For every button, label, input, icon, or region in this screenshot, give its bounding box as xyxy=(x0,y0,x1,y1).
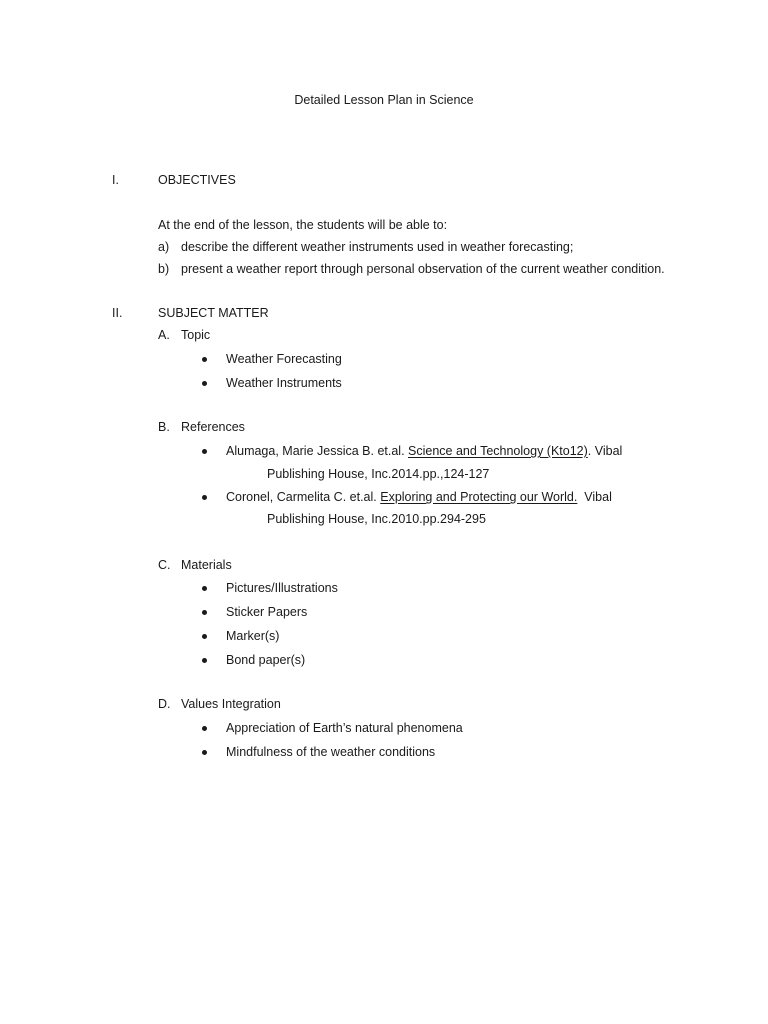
material-item: Marker(s) xyxy=(226,629,280,643)
section-numeral-objectives: I. xyxy=(112,173,119,187)
bullet-icon xyxy=(202,495,207,500)
objective-letter-b: b) xyxy=(158,262,170,276)
subsection-title-materials: Materials xyxy=(181,558,232,572)
value-item: Mindfulness of the weather conditions xyxy=(226,745,436,759)
bullet-icon xyxy=(202,750,207,755)
reference-book-title: Exploring and Protecting our World. xyxy=(380,490,578,504)
subsection-label-references: B. xyxy=(158,420,170,434)
reference-line-2: Publishing House, Inc.2014.pp.,124-127 xyxy=(267,467,490,481)
reference-line xyxy=(226,443,622,459)
bullet-icon xyxy=(202,658,207,663)
section-heading-subject-matter: SUBJECT MATTER xyxy=(158,306,269,320)
reference-line-2: Publishing House, Inc.2010.pp.294-295 xyxy=(267,512,486,526)
reference-author: Alumaga, Marie Jessica B. et.al. xyxy=(226,444,409,458)
reference-publisher-start: Vibal xyxy=(577,490,612,504)
subsection-title-topic: Topic xyxy=(181,328,211,342)
bullet-icon xyxy=(202,357,207,362)
objectives-intro: At the end of the lesson, the students will be able to: xyxy=(158,218,448,232)
subsection-label-topic: A. xyxy=(158,328,170,342)
bullet-icon xyxy=(202,634,207,639)
objective-text-b: present a weather report through personal observation of the current weather condition. xyxy=(181,262,665,276)
subsection-title-references: References xyxy=(181,420,245,434)
bullet-icon xyxy=(202,726,207,731)
value-item: Appreciation of Earth’s natural phenomena xyxy=(226,721,463,735)
objective-text-a: describe the different weather instruments used in weather forecasting; xyxy=(181,240,574,254)
reference-publisher-start: . Vibal xyxy=(587,444,623,458)
reference-book-title: Science and Technology (Kto12) xyxy=(408,444,588,458)
section-numeral-subject-matter: II. xyxy=(112,306,123,320)
objective-letter-a: a) xyxy=(158,240,170,254)
topic-item: Weather Instruments xyxy=(226,376,342,390)
subsection-label-values: D. xyxy=(158,697,171,711)
bullet-icon xyxy=(202,381,207,386)
bullet-icon xyxy=(202,586,207,591)
subsection-label-materials: C. xyxy=(158,558,171,572)
material-item: Sticker Papers xyxy=(226,605,308,619)
topic-item: Weather Forecasting xyxy=(226,352,342,366)
material-item: Pictures/Illustrations xyxy=(226,581,338,595)
bullet-icon xyxy=(202,610,207,615)
reference-line xyxy=(226,489,612,505)
material-item: Bond paper(s) xyxy=(226,653,306,667)
bullet-icon xyxy=(202,449,207,454)
reference-author: Coronel, Carmelita C. et.al. xyxy=(226,490,381,504)
document-title: Detailed Lesson Plan in Science xyxy=(294,93,474,107)
subsection-title-values: Values Integration xyxy=(181,697,281,711)
section-heading-objectives: OBJECTIVES xyxy=(158,173,236,187)
